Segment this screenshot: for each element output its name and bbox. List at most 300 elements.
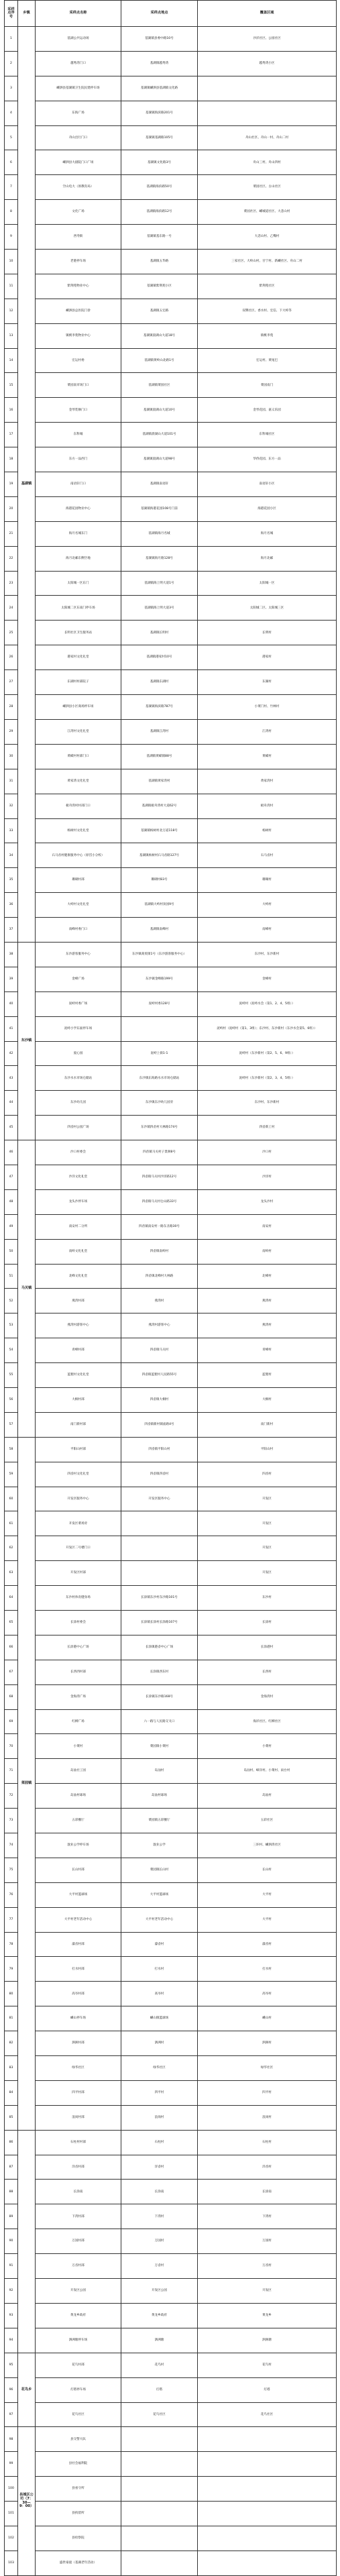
table-row — [5, 1313, 337, 1338]
table-row — [5, 695, 337, 720]
cell-name: 东沙村体育健身场 — [36, 1586, 121, 1611]
cell-name: 东沙游客服务中心 — [36, 942, 121, 967]
cell-town: 基湖镇 — [18, 27, 36, 943]
table-row — [5, 2502, 337, 2526]
cell-name: 海港花园物业中心 — [36, 496, 121, 521]
table-row — [5, 1536, 337, 1561]
cell-coverage: 北峰村 — [198, 1264, 337, 1289]
cell-name: 黄家湾文化礼堂 — [36, 769, 121, 794]
cell-location: 浪岗村 — [121, 2105, 198, 2130]
cell-location: 基湖镇晨湖山大道18号 — [121, 323, 198, 348]
cell-num: 103 — [5, 2551, 18, 2575]
cell-name: 五彩餐厅 — [36, 1809, 121, 1833]
header-name: 采样点名称 — [36, 1, 121, 27]
cell-coverage: 南峰村 — [198, 918, 337, 943]
cell-location — [121, 2452, 198, 2477]
cell-location: 花鸟村 — [121, 2353, 198, 2377]
table-row — [5, 621, 337, 645]
cell-num: 7 — [5, 175, 18, 200]
cell-name: 开发区服务中心 — [36, 1487, 121, 1511]
cell-coverage: 紫荆苑社区 — [198, 274, 337, 299]
cell-location: 基湖镇越秀湾 — [121, 51, 198, 76]
cell-name: 县社会福利院 — [36, 2452, 121, 2477]
cell-num: 102 — [5, 2526, 18, 2551]
cell-name: 四岙村文化礼堂 — [36, 1462, 121, 1487]
cell-location — [121, 2526, 198, 2551]
cell-name: 石马岙村健康服务中心（原岱小分校） — [36, 843, 121, 868]
cell-num: 91 — [5, 2254, 18, 2279]
table-row — [5, 2328, 337, 2353]
table-row — [5, 918, 337, 943]
cell-name: 洋岙村部 — [36, 2155, 121, 2180]
header-town: 乡镇 — [18, 1, 36, 27]
cell-name: 黄龙乡政府 — [36, 2303, 121, 2328]
cell-num: 25 — [5, 621, 18, 645]
table-row — [5, 1784, 337, 1809]
cell-coverage: 板舟湾村 — [198, 794, 337, 818]
cell-num: 94 — [5, 2328, 18, 2353]
cell-num: 3 — [5, 76, 18, 101]
table-row — [5, 2180, 337, 2204]
cell-num: 48 — [5, 1189, 18, 1214]
cell-location: 四岙镇南岭村 — [121, 1239, 198, 1264]
cell-num: 40 — [5, 991, 18, 1016]
cell-coverage: 镇桃李苑 — [198, 323, 337, 348]
header-num: 采样点序号 — [5, 1, 18, 27]
cell-name: 镇桃李苑物业中心 — [36, 323, 121, 348]
cell-num: 47 — [5, 1165, 18, 1189]
cell-coverage: 开发区 — [198, 1511, 337, 1536]
cell-location: 基湖镇板舟湾村大道62号 — [121, 794, 198, 818]
cell-location: 万国村 — [121, 2229, 198, 2254]
table-row — [5, 1239, 337, 1264]
cell-name: 沙洋文化礼堂 — [36, 1165, 121, 1189]
cell-name: 打水村部 — [36, 1957, 121, 1982]
cell-location: 泗洲塘 — [121, 2328, 198, 2353]
cell-coverage: 舟山三村、舟山四村 — [198, 150, 337, 175]
cell-name: 东湖村村部院子 — [36, 670, 121, 695]
cell-coverage: 东沙村 — [198, 1586, 337, 1611]
cell-coverage — [198, 2427, 337, 2452]
cell-location: 基湖镇晨湖山大道10号 — [121, 398, 198, 423]
cell-coverage: 南语轩小区 — [198, 472, 337, 497]
cell-location: 长涂镇长涂村长涂路107号 — [121, 1611, 198, 1635]
cell-num: 24 — [5, 596, 18, 621]
cell-location: 基湖镇海上明大道3号 — [121, 596, 198, 621]
cell-name: 龙头沙停车场 — [36, 1189, 121, 1214]
cell-location: 东沙镇四岙村大林路174号 — [121, 1116, 198, 1140]
table-row — [5, 1487, 337, 1511]
table-row — [5, 794, 337, 818]
cell-location: 岛汕村 — [121, 1759, 198, 1784]
table-row — [5, 967, 337, 991]
cell-num: 90 — [5, 2229, 18, 2254]
table-row — [5, 1264, 337, 1289]
cell-coverage: 长西村 — [198, 1660, 337, 1684]
cell-coverage: 小菜村 — [198, 1734, 337, 1759]
cell-location: 基湖镇南峰村 — [121, 918, 198, 943]
table-row — [5, 843, 337, 868]
cell-coverage: 花鸟村 — [198, 2353, 337, 2377]
cell-num: 11 — [5, 274, 18, 299]
cell-location: 下湾村 — [121, 2204, 198, 2229]
table-row — [5, 348, 337, 373]
table-row — [5, 596, 337, 621]
table-row — [5, 27, 337, 52]
cell-name: 紫荆苑物业中心 — [36, 274, 121, 299]
cell-num: 61 — [5, 1511, 18, 1536]
cell-name: 西寿街 — [36, 225, 121, 250]
table-row — [5, 1511, 337, 1536]
cell-name: 下湾村部 — [36, 2204, 121, 2229]
cell-name: 黄嵘村村部门口 — [36, 744, 121, 769]
table-row — [5, 274, 337, 299]
table-row — [5, 2279, 337, 2304]
cell-num: 58 — [5, 1437, 18, 1462]
cell-coverage — [198, 101, 337, 125]
cell-location: 四岙镇南安村一路东圣路30号 — [121, 1214, 198, 1239]
cell-name: 空山电大（原教育局） — [36, 175, 121, 200]
cell-name: 长明社区卫生服务站 — [36, 621, 121, 645]
table-row — [5, 1907, 337, 1932]
cell-name: 太阳城一区东门 — [36, 571, 121, 596]
cell-name: 县检察院 — [36, 2526, 121, 2551]
cell-location: 基湖镇五华路 — [121, 250, 198, 274]
cell-name: 濠岙村部 — [36, 1932, 121, 1957]
cell-name: 长涂南 — [36, 2180, 121, 2204]
cell-num: 50 — [5, 1239, 18, 1264]
table-row — [5, 1660, 337, 1684]
table-row — [5, 1289, 337, 1313]
cell-name: 青峰村部 — [36, 1338, 121, 1363]
table-row — [5, 2402, 337, 2427]
cell-location: 四岙镇平阳山村 — [121, 1437, 198, 1462]
cell-name: 开发区菜场旁 — [36, 1511, 121, 1536]
cell-coverage: 蓝狸村 — [198, 1363, 337, 1388]
cell-coverage: 青峰村 — [198, 1338, 337, 1363]
table-row — [5, 1066, 337, 1091]
cell-num: 70 — [5, 1734, 18, 1759]
cell-num: 60 — [5, 1487, 18, 1511]
cell-coverage: 舟山社区、舟山一村、舟山二村 — [198, 125, 337, 150]
cell-name: 海月名城东门 — [36, 521, 121, 546]
cell-coverage: 五彩社区 — [198, 1809, 337, 1833]
cell-name: 基湖公共运动场 — [36, 27, 121, 52]
table-row — [5, 2080, 337, 2105]
cell-num: 82 — [5, 2031, 18, 2056]
cell-num: 19 — [5, 472, 18, 497]
cell-name: 开发区公园 — [36, 2279, 121, 2304]
cell-name: 红柳广场 — [36, 1709, 121, 1734]
cell-name: 泥峙小学东面停车场 — [36, 1016, 121, 1041]
cell-name: 金峰广场 — [36, 967, 121, 991]
cell-name: 岛汕村球场 — [36, 1784, 121, 1809]
cell-num: 95 — [5, 2353, 18, 2377]
cell-name: 绿华社区 — [36, 2056, 121, 2081]
cell-num: 39 — [5, 967, 18, 991]
table-row — [5, 1041, 337, 1066]
cell-location: 石柱村 — [121, 2130, 198, 2155]
cell-name: 南安村二分所 — [36, 1214, 121, 1239]
cell-location — [121, 1016, 198, 1041]
cell-num: 49 — [5, 1214, 18, 1239]
cell-coverage: 大峙村 — [198, 893, 337, 918]
cell-coverage: 开发区 — [198, 1487, 337, 1511]
table-row — [5, 225, 337, 250]
cell-name: 长涂村委会 — [36, 1611, 121, 1635]
table-row — [5, 299, 337, 323]
sampling-points-table — [4, 0, 337, 2576]
cell-location: 开发区服务中心 — [121, 1487, 198, 1511]
cell-num: 51 — [5, 1264, 18, 1289]
cell-num: 55 — [5, 1363, 18, 1388]
cell-name: 县看守所 — [36, 2477, 121, 2502]
table-row — [5, 472, 337, 497]
cell-coverage: 开发区 — [198, 1536, 337, 1561]
cell-location — [121, 2477, 198, 2502]
cell-num: 31 — [5, 769, 18, 794]
cell-name: 南岭文化礼堂 — [36, 1239, 121, 1264]
cell-num: 84 — [5, 2080, 18, 2105]
cell-coverage: 东湖村 — [198, 670, 337, 695]
cell-location: 基湖镇晨湖山大道98号 — [121, 447, 198, 472]
cell-location: 东沙镇东沙幼儿园旁 — [121, 1091, 198, 1116]
table-row — [5, 1586, 337, 1611]
cell-location: 四岙镇四岙村 — [121, 1462, 198, 1487]
cell-num: 13 — [5, 323, 18, 348]
cell-coverage: 浪岗村 — [198, 2105, 337, 2130]
cell-num: 86 — [5, 2130, 18, 2155]
table-row — [5, 744, 337, 769]
cell-location: 高岑村 — [121, 1982, 198, 2006]
cell-name: 四岙村公园广场 — [36, 1116, 121, 1140]
table-row — [5, 2155, 337, 2180]
cell-town: 菜园镇 — [18, 1437, 36, 2130]
table-row — [5, 868, 337, 893]
cell-location: 大平村老年活动中心 — [121, 1907, 198, 1932]
cell-num: 18 — [5, 447, 18, 472]
cell-num: 101 — [5, 2502, 18, 2526]
cell-location: 岛汕村球场 — [121, 1784, 198, 1809]
cell-coverage: 平阳山村 — [198, 1437, 337, 1462]
cell-location — [121, 1511, 198, 1536]
cell-location: 基湖镇海滨路12号 — [121, 200, 198, 225]
cell-num: 33 — [5, 818, 18, 843]
cell-num: 23 — [5, 571, 18, 596]
table-row — [5, 1016, 337, 1041]
header-coverage: 覆盖区域 — [198, 1, 337, 27]
cell-num: 59 — [5, 1462, 18, 1487]
cell-coverage: 黄家湾村 — [198, 769, 337, 794]
cell-num: 73 — [5, 1809, 18, 1833]
cell-coverage: 大平村 — [198, 1882, 337, 1907]
cell-coverage: 菜园社区、古山社区 — [198, 175, 337, 200]
cell-name: 文化广场 — [36, 200, 121, 225]
cell-num: 57 — [5, 1412, 18, 1437]
table-row — [5, 2477, 337, 2502]
cell-coverage: 下湾村 — [198, 2204, 337, 2229]
cell-location: 燕湾村游客中心 — [121, 1313, 198, 1338]
cell-location: 基湖镇海月路128号 — [121, 546, 198, 571]
cell-name: 平阳山村部 — [36, 1437, 121, 1462]
cell-name: 东沙幼儿园 — [36, 1091, 121, 1116]
cell-name: 嵊泗县小区商场停车场 — [36, 695, 121, 720]
cell-num: 92 — [5, 2279, 18, 2304]
table-row — [5, 2353, 337, 2377]
cell-coverage: 石马岙村 — [198, 843, 337, 868]
cell-location: 四岙镇马关村沙洋路12号 — [121, 1165, 198, 1189]
cell-num: 22 — [5, 546, 18, 571]
cell-num: 96 — [5, 2377, 18, 2402]
cell-name: 县拘留所 — [36, 2502, 121, 2526]
table-row — [5, 1932, 337, 1957]
cell-coverage: 太阳城二区、太阳城三区 — [198, 596, 337, 621]
cell-num: 78 — [5, 1932, 18, 1957]
cell-name: 珊瑚村部 — [36, 868, 121, 893]
table-header-row — [5, 1, 337, 27]
cell-location: 基湖镇长明村 — [121, 621, 198, 645]
cell-coverage: 宏运村、黄尾巴 — [198, 348, 337, 373]
table-row — [5, 2130, 337, 2155]
cell-coverage: 石柱村 — [198, 2130, 337, 2155]
cell-num: 53 — [5, 1313, 18, 1338]
cell-coverage: 三环村、嵊泗湾社区 — [198, 1833, 337, 1858]
cell-name: 石柱村村部 — [36, 2130, 121, 2155]
cell-num: 8 — [5, 200, 18, 225]
cell-location: 黄龙乡政府 — [121, 2303, 198, 2328]
cell-name: 泗洲塘停车场 — [36, 2328, 121, 2353]
cell-name: 嵊山停车场 — [36, 2006, 121, 2031]
cell-coverage: 杨树村 — [198, 818, 337, 843]
header-location: 采样点地点 — [121, 1, 198, 27]
cell-num: 67 — [5, 1660, 18, 1684]
cell-num: 97 — [5, 2402, 18, 2427]
table-row — [5, 1611, 337, 1635]
cell-num: 15 — [5, 373, 18, 398]
table-row — [5, 670, 337, 695]
table-row — [5, 200, 337, 225]
cell-location: 基湖镇黄岭山北路1号 — [121, 348, 198, 373]
cell-num: 38 — [5, 942, 18, 967]
cell-coverage: 大悲山村、乙嘴村 — [198, 225, 337, 250]
cell-coverage: 长涂村 — [198, 1611, 337, 1635]
table-row — [5, 2229, 337, 2254]
cell-name: 越秀湾门口 — [36, 51, 121, 76]
cell-coverage: 长涂南 — [198, 2180, 337, 2204]
cell-location: 大平村篮球场 — [121, 1882, 198, 1907]
cell-num: 36 — [5, 893, 18, 918]
table-row — [5, 1437, 337, 1462]
cell-name: 泥峙村委广场 — [36, 991, 121, 1016]
cell-location: 基湖镇海滨路201号 — [121, 101, 198, 125]
cell-location: 四岙镇新村镇庙路4号 — [121, 1412, 198, 1437]
table-row — [5, 2031, 337, 2056]
cell-num: 72 — [5, 1784, 18, 1809]
cell-coverage: 泗洲塘 — [198, 2328, 337, 2353]
cell-coverage: 岛汕村 — [198, 1784, 337, 1809]
table-row — [5, 250, 337, 274]
cell-coverage: 黄嵘村 — [198, 744, 337, 769]
cell-coverage: 绿华社区 — [198, 2056, 337, 2081]
cell-coverage: 东沙村、东沙新村 — [198, 1091, 337, 1116]
cell-coverage: 打水村 — [198, 1957, 337, 1982]
cell-name: 南峰村委门口 — [36, 918, 121, 943]
cell-location: 基湖镇文化路3号 — [121, 150, 198, 175]
cell-coverage: 泥峙村（东沙新村（第2、3、4、5组）） — [198, 1066, 337, 1091]
table-row — [5, 2526, 337, 2551]
cell-name: 杨树村文化礼堂 — [36, 818, 121, 843]
cell-location: 菜园镇五彩餐厅 — [121, 1809, 198, 1833]
cell-coverage: 长涂港村 — [198, 1635, 337, 1660]
cell-name: 花鸟社区 — [36, 2402, 121, 2427]
cell-name: 东科城 — [36, 423, 121, 447]
cell-coverage: 菜园社区、嵊城道社区、大悲山村 — [198, 200, 337, 225]
table-row — [5, 1957, 337, 1982]
cell-name: 万国村部 — [36, 2229, 121, 2254]
cell-num: 44 — [5, 1091, 18, 1116]
cell-coverage — [198, 2526, 337, 2551]
cell-location: 长涂镇西东村 — [121, 1660, 198, 1684]
cell-name: 大平村篮球场 — [36, 1882, 121, 1907]
cell-location: 基湖镇紫荆苑小区 — [121, 274, 198, 299]
cell-coverage: 洋岙村 — [198, 2155, 337, 2180]
table-row — [5, 1759, 337, 1784]
cell-num: 5 — [5, 125, 18, 150]
cell-location: 燕湾村 — [121, 1289, 198, 1313]
cell-name: 开发区二号楼门口 — [36, 1536, 121, 1561]
cell-num: 26 — [5, 645, 18, 670]
cell-location: 敦业公学 — [121, 1833, 198, 1858]
cell-coverage: 沙洋社区、公园社区 — [198, 27, 337, 52]
cell-name: 大平村老年活动中心 — [36, 1907, 121, 1932]
cell-location: 基湖镇嵊泗县基湖镇文化路 — [121, 76, 198, 101]
cell-location: 泗洲村 — [121, 2031, 198, 2056]
cell-name: 北峰文化礼堂 — [36, 1264, 121, 1289]
cell-location: 四岙镇马关村仓山路33号 — [121, 1189, 198, 1214]
table-row — [5, 1412, 337, 1437]
cell-coverage: 燕湾村 — [198, 1289, 337, 1313]
cell-name: 港家村文化礼堂 — [36, 645, 121, 670]
cell-coverage — [198, 2452, 337, 2477]
table-row — [5, 447, 337, 472]
cell-coverage: 四平村 — [198, 2080, 337, 2105]
cell-location: 开发区公园 — [121, 2279, 198, 2304]
table-row — [5, 1561, 337, 1586]
cell-coverage: 四岙村 — [198, 1462, 337, 1487]
cell-location: 濠岙村 — [121, 1932, 198, 1957]
table-row — [5, 1091, 337, 1116]
cell-coverage: 金海湾村 — [198, 1684, 337, 1709]
cell-num: 93 — [5, 2303, 18, 2328]
cell-location: 万岙村 — [121, 2254, 198, 2279]
cell-location: 珊瑚村83号 — [121, 868, 198, 893]
table-row — [5, 1387, 337, 1412]
cell-num: 46 — [5, 1140, 18, 1165]
cell-location: 基湖镇基东路一号 — [121, 225, 198, 250]
table-row — [5, 76, 337, 101]
cell-coverage: 开发区 — [198, 2279, 337, 2304]
cell-location: 四岙镇马关村子景洲8号 — [121, 1140, 198, 1165]
cell-coverage — [198, 2502, 337, 2526]
table-row — [5, 125, 337, 150]
cell-num: 10 — [5, 250, 18, 274]
cell-name: 太阳城二区东南门停车场 — [36, 596, 121, 621]
cell-name: 南语轩门口 — [36, 472, 121, 497]
cell-coverage: 南安村 — [198, 1214, 337, 1239]
cell-location: 基湖镇海上明大道1号 — [121, 571, 198, 596]
cell-num: 43 — [5, 1066, 18, 1091]
cell-name: 开发区村部 — [36, 1561, 121, 1586]
